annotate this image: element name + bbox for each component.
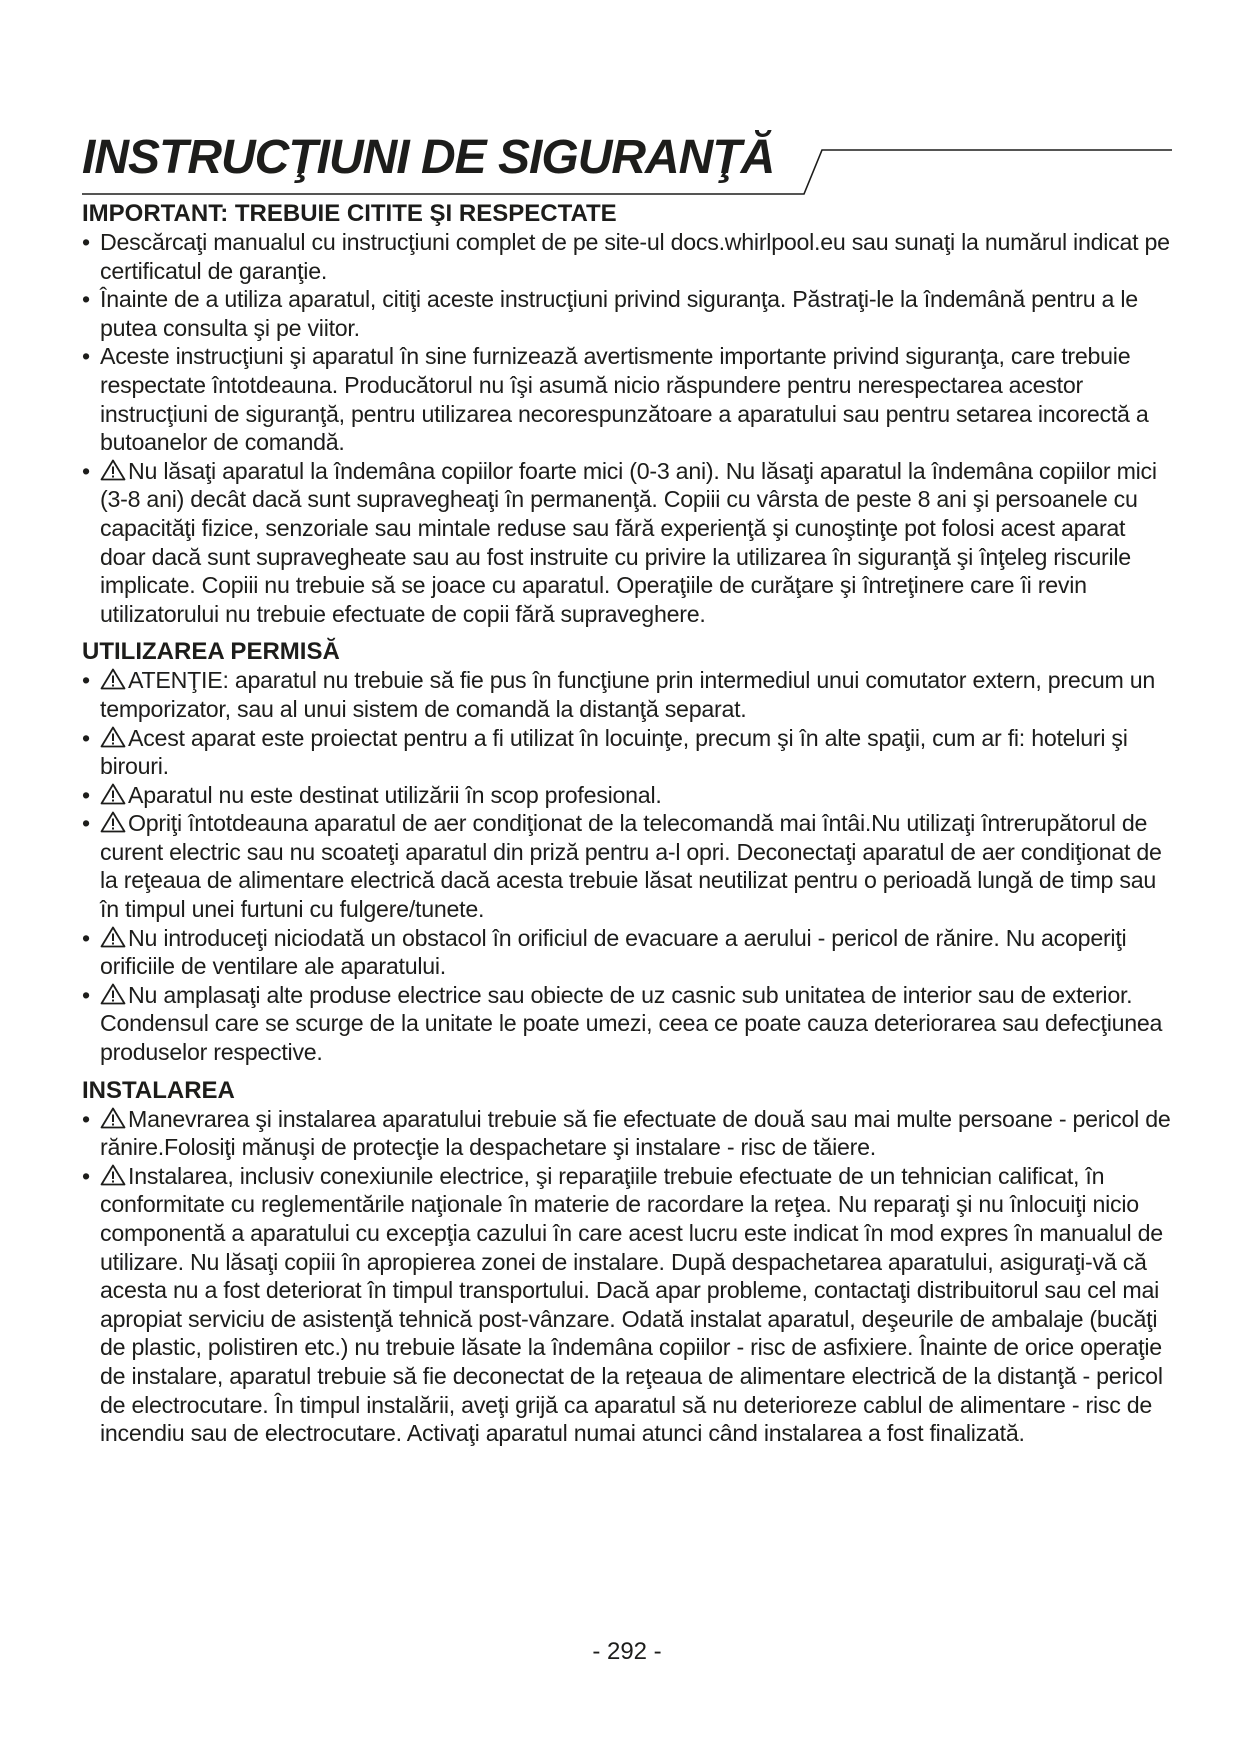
list-item-text: Descărcaţi manualul cu instrucţiuni complet de pe site-ul docs.whirlpool.eu sau sunaţi la numărul indicat pe certificatul de garanţie.: [100, 229, 1170, 284]
warning-icon: [100, 811, 126, 833]
list-item: [82, 228, 1172, 285]
content: [82, 200, 1172, 1448]
list-item: [82, 666, 1172, 723]
list-item-text: Aceste instrucţiuni şi aparatul în sine furnizează avertismente importante privind siguranţa, care trebuie respectate întotdeauna. Producătorul nu îşi asumă nicio răspundere pentru nerespectarea acestor instrucţiuni de siguranţă, pentru utilizarea necorespunzătoare a aparatului sau pentru setarea incorectă a butoanelor de comandă.: [100, 343, 1149, 456]
warning-icon: [100, 1107, 126, 1129]
list-item-text: Acest aparat este proiectat pentru a fi utilizat în locuinţe, precum şi în alte spaţii, cum ar fi: hoteluri şi birouri.: [100, 724, 1128, 780]
section-heading-important: IMPORTANT: TREBUIE CITITE ŞI RESPECTATE: [82, 200, 617, 227]
warning-icon: [100, 1164, 126, 1186]
list-item: [82, 924, 1172, 981]
list-item: [82, 724, 1172, 781]
section-list-permitted-use: [82, 666, 1172, 1066]
warning-icon: [100, 983, 126, 1005]
warning-icon: [100, 459, 126, 481]
list-item-text: Înainte de a utiliza aparatul, citiţi aceste instrucţiuni privind siguranţa. Păstraţi-le la îndemână pentru a le putea consulta şi pe viitor.: [100, 286, 1138, 341]
section-heading-permitted-use: UTILIZAREA PERMISĂ: [82, 638, 340, 666]
section-heading-installation: INSTALAREA: [82, 1076, 235, 1104]
list-item: [82, 285, 1172, 342]
list-item-text: ATENŢIE: aparatul nu trebuie să fie pus în funcţiune prin intermediul unui comutator extern, precum un temporizator, sau al unui sistem de comandă la distanţă separat.: [100, 667, 1156, 722]
list-item: [82, 781, 1172, 810]
page-title: INSTRUCŢIUNI DE SIGURANŢĂ: [82, 131, 775, 184]
list-item: [82, 342, 1172, 456]
list-item: [82, 1162, 1172, 1448]
list-item-text: Opriţi întotdeauna aparatul de aer condiţionat de la telecomandă mai întâi.Nu utilizaţi întrerupătorul de curent electric sau nu scoateţi aparatul din priză pentru a-l opri. Deconectaţi aparatul de aer condiţionat de la reţeaua de alimentare electrică dacă acesta trebuie lăsat neutilizat pentru o perioadă lungă de timp sau în timpul unei furtuni cu fulgere/tunete.: [100, 810, 1162, 923]
list-item: [82, 457, 1172, 629]
title-block: [82, 122, 1172, 200]
warning-icon: [100, 726, 126, 748]
list-item: [82, 1105, 1172, 1162]
list-item: [82, 981, 1172, 1067]
section-list-installation: [82, 1105, 1172, 1448]
warning-icon: [100, 783, 126, 805]
list-item: [82, 809, 1172, 923]
list-item-text: Manevrarea şi instalarea aparatului trebuie să fie efectuate de două sau mai multe persoane - pericol de rănire.Folosiţi mănuşi de protecţie la despachetare şi instalare - risc de tăiere.: [100, 1105, 1171, 1161]
section-list-important: [82, 228, 1172, 628]
list-item-text: Nu amplasaţi alte produse electrice sau obiecte de uz casnic sub unitatea de interior sau de exterior. Condensul care se scurge de la unitate le poate umezi, ceea ce poate cauza deteriorarea sau defecţiunea produselor respective.: [100, 981, 1163, 1066]
list-item-text: Aparatul nu este destinat utilizării în scop profesional.: [128, 781, 662, 808]
list-item-text: Nu lăsaţi aparatul la îndemâna copiilor foarte mici (0-3 ani). Nu lăsaţi aparatul la îndemâna copiilor mici (3-8 ani) decât dacă sunt supravegheaţi în permanenţă. Copiii cu vârsta de peste 8 ani şi persoanele cu capacităţi fizice, senzoriale sau mintale reduse sau fără experienţă şi cunoştinţe pot folosi acest aparat doar dacă sunt supravegheate sau au fost instruite cu privire la utilizarea în siguranţă şi înţeleg riscurile implicate. Copiii nu trebuie să se joace cu aparatul. Operaţiile de curăţare şi întreţinere care îi revin utilizatorului nu trebuie efectuate de copii fără supraveghere.: [100, 457, 1157, 627]
page-number: - 292 -: [592, 1638, 662, 1665]
list-item-text: Nu introduceţi niciodată un obstacol în orificiul de evacuare a aerului - pericol de rănire. Nu acoperiţi orificiile de ventilare ale aparatului.: [100, 924, 1127, 980]
warning-icon: [100, 668, 126, 690]
list-item-text: Instalarea, inclusiv conexiunile electrice, şi reparaţiile trebuie efectuate de un tehnician calificat, în conformitate cu reglementările naţionale în materie de racordare la reţea. Nu reparaţi şi nu înlocuiţi nicio componentă a aparatului cu excepţia cazului în care acest lucru este indicat în mod expres în manualul de utilizare. Nu lăsaţi copiii în apropierea zonei de instalare. După despachetarea aparatului, asiguraţi-vă că acesta nu a fost deteriorat în timpul transportului. Dacă apar probleme, contactaţi distribuitorul sau cel mai apropiat serviciu de asistenţă tehnică post-vânzare. Odată instalat aparatul, deşeurile de ambalaje (bucăţi de plastic, polistiren etc.) nu trebuie lăsate la îndemâna copiilor - risc de asfixiere. Înainte de orice operaţie de instalare, aparatul trebuie să fie deconectat de la reţeaua de alimentare electrică de la distanţă - pericol de electrocutare. În timpul instalării, aveţi grijă ca aparatul să nu deterioreze cablul de alimentare - risc de incendiu sau de electrocutare. Activaţi aparatul numai atunci când instalarea a fost finalizată.: [100, 1162, 1163, 1447]
warning-icon: [100, 926, 126, 948]
